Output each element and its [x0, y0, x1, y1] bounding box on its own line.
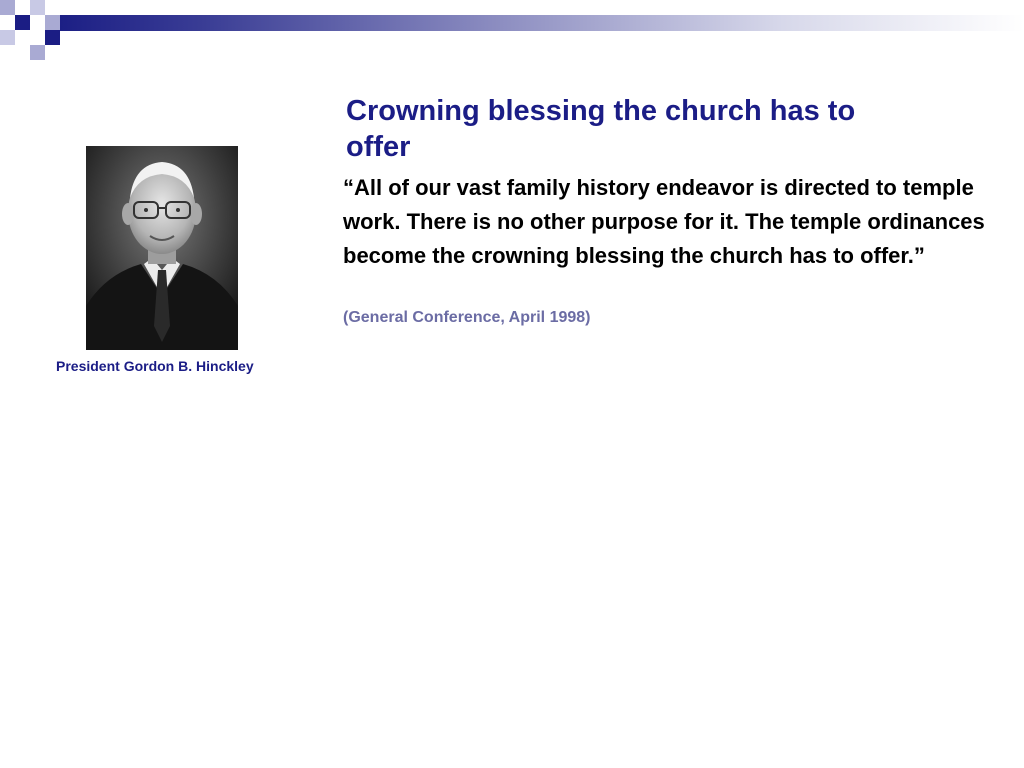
decor-square [0, 30, 15, 45]
quote-citation: (General Conference, April 1998) [343, 309, 591, 326]
portrait-illustration [86, 146, 238, 350]
quote-text: “All of our vast family history endeavor is directed to temple work. There is no other purpose for it. The temple ordinances become the crowning blessing the church has to offer.” [343, 175, 985, 268]
header-gradient-bar [60, 15, 1024, 31]
decor-square [30, 0, 45, 15]
decor-square [45, 30, 60, 45]
portrait-caption: President Gordon B. Hinckley [56, 358, 254, 374]
portrait-photo [86, 146, 238, 350]
decor-square [30, 45, 45, 60]
decor-square [15, 15, 30, 30]
decor-square [45, 15, 60, 30]
slide-title: Crowning blessing the church has to offer [346, 95, 856, 163]
decor-square [0, 0, 15, 15]
